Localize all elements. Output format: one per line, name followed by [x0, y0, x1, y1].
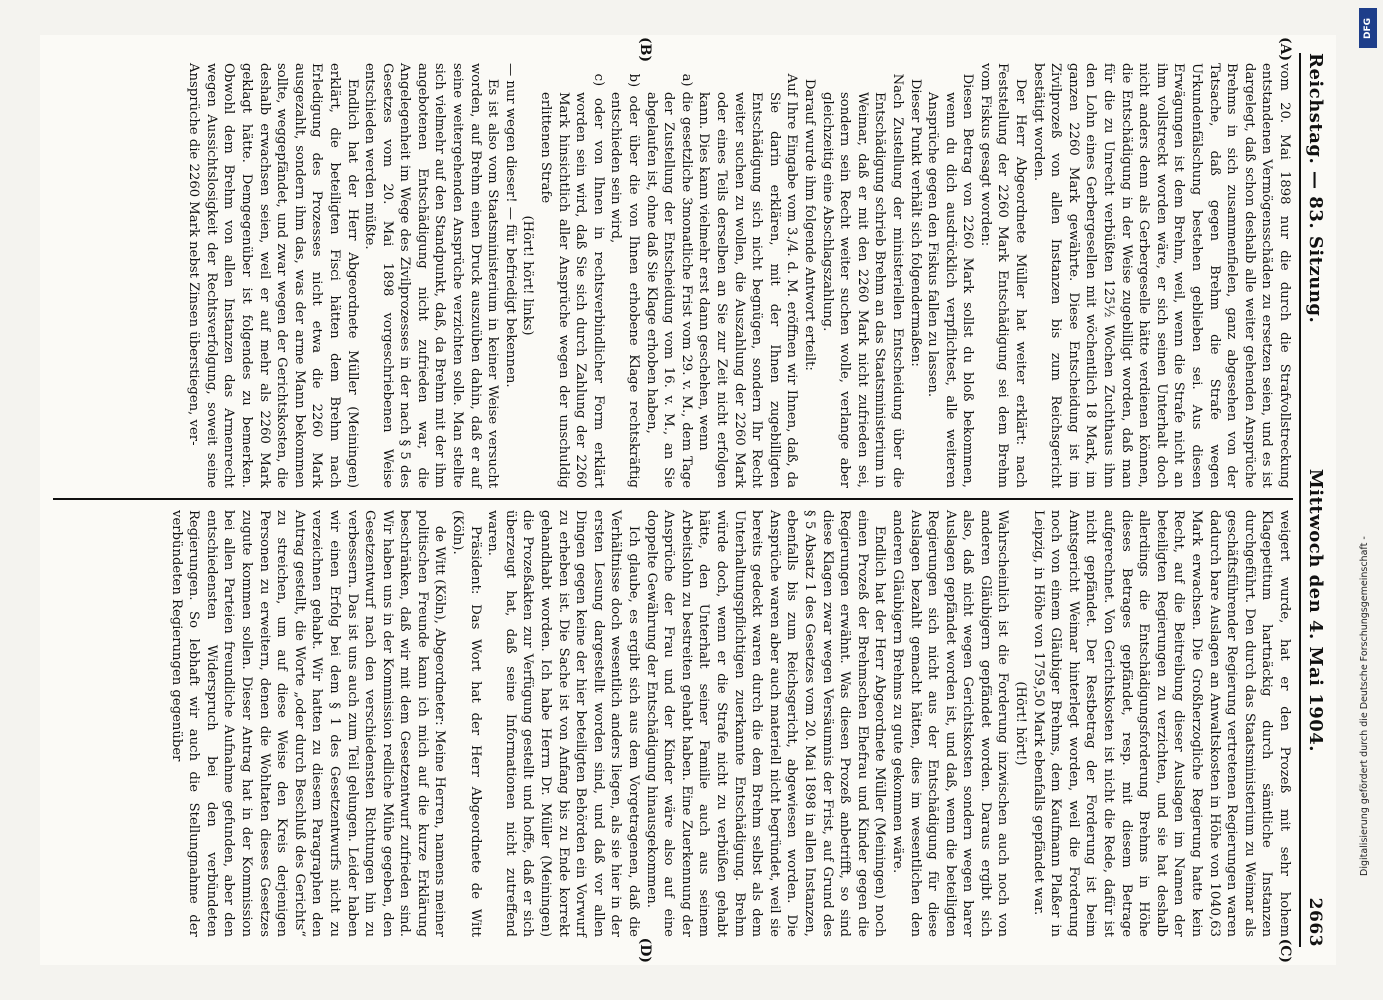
paragraph: Der Herr Abgeordnete Müller hat weiter erklärt: nach Feststellung der 2260 Mark Entschädigung sei dem Brehm vom Fiskus gesagt worden: [977, 63, 1029, 488]
digitization-note: Digitalisierung gefördert durch die Deutsche Forschungsgemeinschaft - [1359, 536, 1370, 876]
paragraph: Diesen Betrag von 2260 Mark sollst du bloß bekommen, wenn du dich ausdrücklich verpflichtest, alle weiteren Ansprüche gegen den Fiskus fallen zu lassen. [925, 73, 976, 488]
paragraph: Darauf wurde ihm folgende Antwort erteilt: [801, 78, 817, 371]
paragraph: (Hört! hört!) [1013, 681, 1029, 766]
margin-marker-b: (B) [637, 37, 653, 63]
header-center: Mittwoch den 4. Mai 1904. [1305, 468, 1326, 753]
paragraph: Es ist also vom Staatsministerium in keiner Weise versucht worden, auf Brehm einen Druck auszuüben dahin, daß er auf seine weitergehenden Ansprüche verzichten solle. Man stellte sich vielmehr auf den Standpunkt, daß, da Brehm mit der ihm angebotenen Entschädigung nicht zufrieden war, die Angelegenheit im Wege des Zivilprozesses in der nach § 5 des Gesetzes vom 20. Mai 1898 vorgeschriebenen Weise entschieden werden müßte. [362, 63, 501, 488]
paragraph: — nur wegen dieser! — für befriedigt bekennen. [502, 63, 518, 388]
paragraph: Auf Ihre Eingabe vom 3./4. d. M. eröffnen wir Ihnen, daß, da Sie darin erklären, mit der Ihnen zugebilligten Entschädigung sich nicht begnügen, sondern Ihr Recht weiter suchen zu wollen, die Auszahlung der 2260 Mark oder eines Teils derselben an Sie zur Zeit nicht erfolgen kann. Dies kann vielmehr erst dann geschehen, wenn [696, 73, 800, 488]
margin-marker-c: (C) [1277, 938, 1293, 963]
page-header [1299, 53, 1326, 947]
paragraph: Dieser Punkt verhält sich folgendermaßen: [907, 78, 923, 367]
header-left: Reichstag. — 83. Sitzung. [1305, 53, 1326, 324]
paragraph: b) oder über die von Ihnen erhobene Klage rechtskräftig entschieden sein wird, [608, 73, 642, 488]
paragraph: Ich glaube, es ergibt sich aus dem Vorgetragenen, daß die Verhältnisse doch wesentlich anders liegen, als sie hier in der ersten Lesung dargestellt worden sind, und daß vor allen Dingen gegen keine der hier beteiligten Behörden ein Vorwurf zu erheben ist. Die Sache ist von Anfang bis zu Ende korrekt gehandhabt worden. Ich habe Herrn Dr. Müller (Meiningen) die Prozeßakten zur Verfügung gestellt und hoffe, daß er sich überzeugt hat, daß seine Informationen nicht zutreffend waren. [485, 510, 642, 937]
margin-marker-a: (A) [1277, 37, 1293, 62]
newspaper-page [40, 35, 1336, 965]
paragraph: a) die gesetzliche 3monatliche Frist vom 29. v. M., dem Tage der Zustellung der Entscheidung vom 16. v. M., an Sie abgelaufen ist, ohne daß Sie Klage erhoben haben, [643, 73, 694, 488]
paragraph: Wahrscheinlich ist die Forderung inzwischen auch noch von anderen Gläubigern gepfändet worden. Daraus ergibt sich also, daß nicht wegen Gerichtskosten sondern wegen barer Auslagen gepfändet worden ist, und daß, wenn die beteiligten Regierungen sich nicht aus der Entschädigung für diese Auslagen bezahlt gemacht hätten, dies im wesentlichen den anderen Gläubigern Brehms zu gute gekommen wäre. [889, 510, 1011, 937]
text-columns [53, 37, 1293, 963]
right-column [53, 500, 1293, 963]
dfg-logo: DFG [1359, 8, 1377, 48]
paragraph: de Witt (Köln), Abgeordneter: Meine Herren, namens meiner politischen Freunde kann ich mich auf die kurze Erklärung beschränken, daß wir mit dem Gesetzentwurf zufrieden sind. Wir haben uns in der Kommission redliche Mühe gegeben, den Gesetzentwurf nach den verschiedensten Richtungen hin zu verbessern. Das ist uns auch zum Teil gelungen. Leider haben wir einen Erfolg bei dem § 1 des Gesetzentwurfs nicht zu verzeichnen gehabt. Wir hatten zu diesem Paragraphen den Antrag gestellt, die Worte „oder durch Beschluß des Gerichts“ zu streichen, um auf diese Weise den Kreis derjenigen Personen zu erweitern, denen die Wohltaten dieses Gesetzes zugute kommen sollen. Dieser Antrag hat in der Kommission bei allen Parteien freundliche Aufnahme gefunden, aber den entschiedensten Widerspruch bei den verbündeten Regierungen. So lebhaft wir auch die Stellungnahme der verbündeten Regierungen gegenüber [168, 510, 448, 937]
margin-marker-d: (D) [637, 937, 653, 963]
paragraph: (Hört! hört! links) [520, 215, 536, 336]
paragraph: Endlich hat der Herr Abgeordnete Müller (Meiningen) erklärt, die beteiligten Fisci hätten dem Brehm nach Erledigung des Prozesses nicht etwa die 2260 Mark ausgezahlt, sondern ihm das, was der arme Mann bekommen sollte, weggepfändet, und zwar wegen der Gerichtskosten, die deshalb erwachsen seien, weil er auf mehr als 2260 Mark geklagt hätte. Demgegenüber ist folgendes zu bemerken. Obwohl dem Brehm von allen Instanzen das Armenrecht wegen Aussichtslosigkeit der Rechtsverfolgung, soweit seine Ansprüche die 2260 Mark nebst Zinsen überstiegen, ver- [186, 63, 360, 488]
paragraph: Endlich hat der Herr Abgeordnete Müller (Meiningen) noch einen Prozeß der Brehmschen Ehefrau und Kinder gegen die Regierungen erwähnt. Was diesen Prozeß anbetrifft, so sind diese Klagen zwar wegen Versäumnis der Frist, auf Grund des § 5 Absatz 1 des Gesetzes vom 20. Mai 1898 in allen Instanzen, ebenfalls bis zum Reichsgericht, abgewiesen worden. Die Ansprüche waren aber auch materiell nicht begründet, weil sie bereits gedeckt waren durch die dem Brehm selbst als dem Unterhaltungspflichtigen zuerkannte Entschädigung. Brehm würde doch, wenn er die Strafe nicht zu verbüßen gehabt hätte, den Unterhalt seiner Familie auch aus seinem Arbeitslohn zu bestreiten gehabt haben. Eine Zuerkennung der Ansprüche der Frau und der Kinder wäre also auf eine doppelte Gewährung der Entschädigung hinausgekommen. [643, 510, 888, 937]
paragraph: weigert wurde, hat er den Prozeß mit sehr hohem Klagepetitum hartnäckig durch sämtliche Instanzen durchgeführt. Den durch das Staatsministerium zu Weimar als geschäftsführender Regierung vertretenen Regierungen waren dadurch bare Auslagen an Anwaltskosten in Höhe von 1040,63 Mark erwachsen. Die Großherzogliche Regierung hatte kein Recht, auf die Beitreibung dieser Auslagen im Namen der beteiligten Regierungen zu verzichten, und sie hat deshalb allerdings die Entschädigungsforderung Brehms in Höhe dieses Betrages gepfändet, resp. mit diesem Betrage aufgerechnet. Von Gerichtskosten ist nicht die Rede, dafür ist nicht gepfändet. Der Restbetrag der Forderung ist beim Amtsgericht Weimar hinterlegt worden, weil die Forderung noch von einem Gläubiger Brehms, dem Kaufmann Plaßer in Leipzig, in Höhe von 1759,50 Mark ebenfalls gepfändet war. [1030, 510, 1292, 937]
left-column [53, 37, 1293, 500]
paragraph: vom 20. Mai 1898 nur die durch die Strafvollstreckung entstandenen Vermögensschäden zu ersetzen seien, und es ist dargelegt, daß schon deshalb alle weiter gehenden Ansprüche Brehms in sich zusammenfielen, ganz abgesehen von der Tatsache, daß gegen Brehm die Strafe wegen Urkundenfälschung bestehen geblieben sei. Aus diesen Erwägungen ist dem Brehm, weil, wenn die Strafe nicht an ihm vollstreckt worden wäre, er sich seinen Unterhalt doch nicht anders denn als Gerbergeselle hätte verdienen können, die Entschädigung in der Weise zugebilligt worden, daß man für die zu Unrecht verbüßten 125½ Wochen Zuchthaus ihm den Lohn eines Gerbergesellen mit wöchentlich 18 Mark, im ganzen 2260 Mark gewährte. Diese Entscheidung ist im Zivilprozeß von allen Instanzen bis zum Reichsgericht bestätigt worden. [1030, 63, 1292, 488]
paragraph: c) oder von Ihnen in rechtsverbindlicher Form erklärt worden sein wird, daß Sie sich durch Zahlung der 2260 Mark hinsichtlich aller Ansprüche wegen der unschuldig erlittenen Strafe [538, 73, 606, 488]
paragraph: Präsident: Das Wort hat der Herr Abgeordnete de Witt (Köln). [450, 510, 483, 937]
page-number: 2663 [1305, 897, 1325, 947]
paragraph: Nach Zustellung der ministeriellen Entscheidung über die Entschädigung schrieb Brehm an das Staatsministerium in Weimar, daß er mit den 2260 Mark nicht zufrieden sei, sondern sein Recht weiter suchen wolle, verlange aber gleichzeitig eine Abschlagszahlung. [819, 73, 905, 488]
side-margin [1355, 8, 1381, 992]
